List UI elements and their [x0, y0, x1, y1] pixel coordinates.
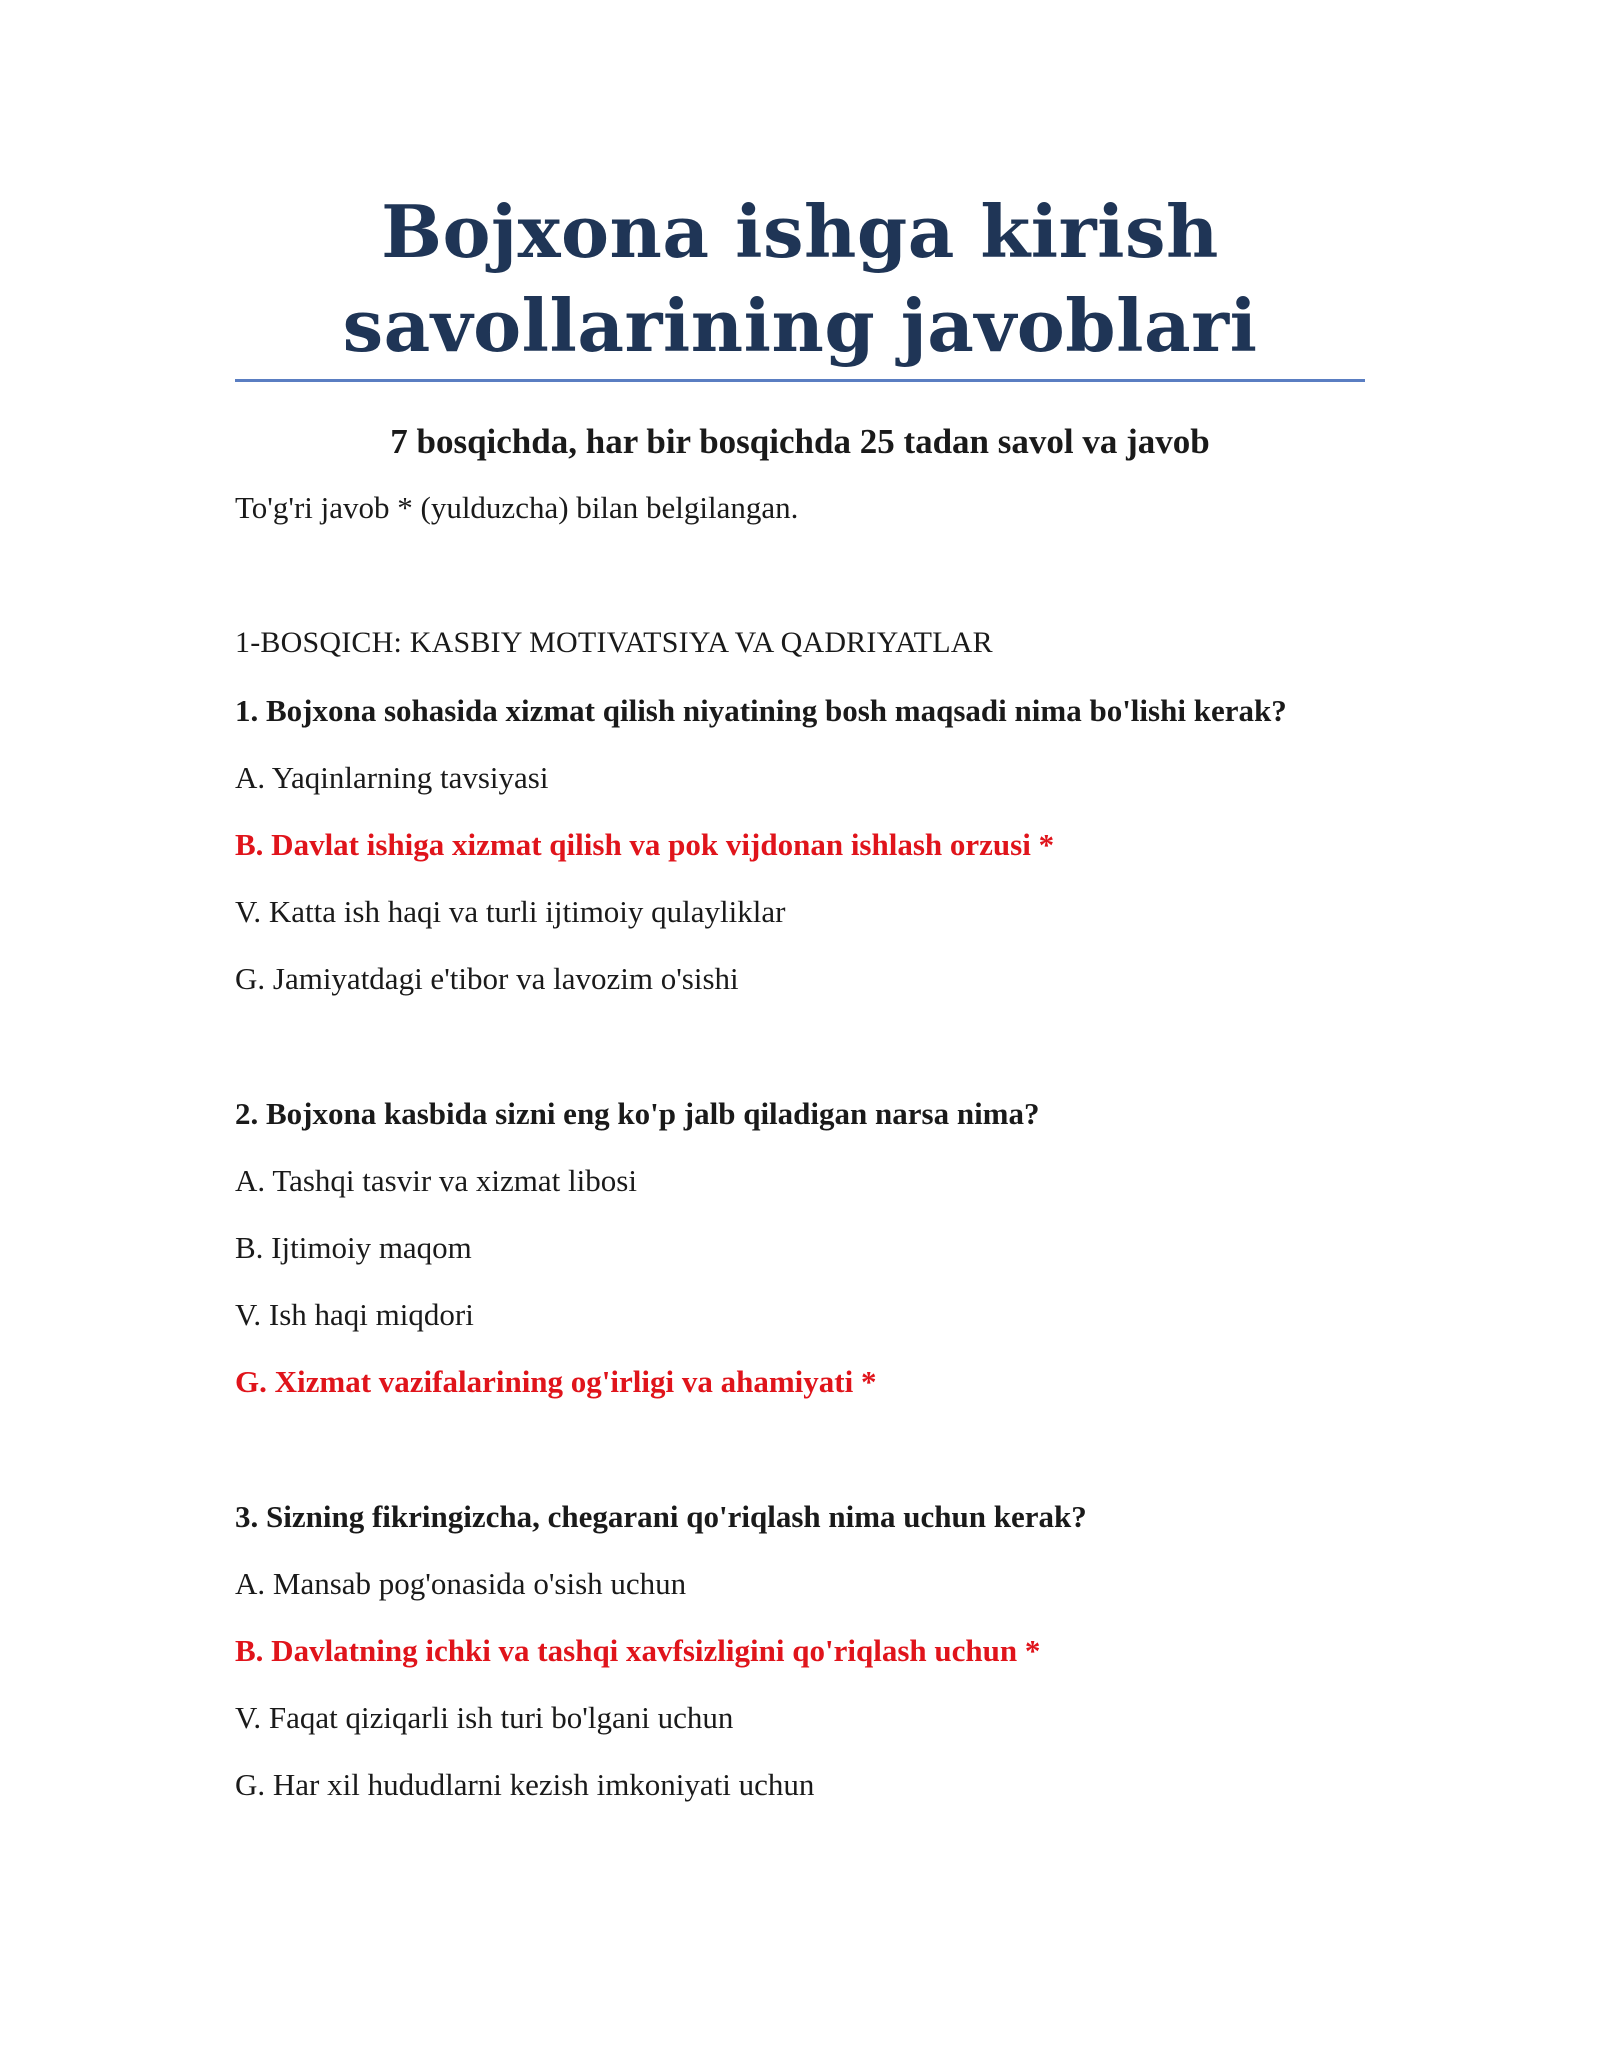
answer-option-correct: G. Xizmat vazifalarining og'irligi va ahamiyati *	[235, 1364, 877, 1399]
answer-option: G. Jamiyatdagi e'tibor va lavozim o'sishi	[235, 961, 739, 996]
answer-option: B. Ijtimoiy maqom	[235, 1230, 472, 1265]
section-heading: 1-BOSQICH: KASBIY MOTIVATSIYA VA QADRIYATLAR	[235, 626, 993, 659]
question-block-1	[235, 691, 1365, 999]
document-content	[235, 185, 1365, 1805]
answer-option-correct: B. Davlat ishiga xizmat qilish va pok vijdonan ishlash orzusi *	[235, 827, 1055, 862]
answer-option: V. Ish haqi miqdori	[235, 1297, 474, 1332]
answer-option: A. Yaqinlarning tavsiyasi	[235, 760, 549, 795]
question-text: 3. Sizning fikringizcha, chegarani qo'riqlash nima uchun kerak?	[235, 1499, 1087, 1534]
question-block-3	[235, 1497, 1365, 1805]
answer-option-correct: B. Davlatning ichki va tashqi xavfsizligini qo'riqlash uchun *	[235, 1633, 1041, 1668]
question-text: 2. Bojxona kasbida sizni eng ko'p jalb qiladigan narsa nima?	[235, 1096, 1040, 1131]
title-line-1: Bojxona ishga kirish	[381, 189, 1219, 274]
answer-option: V. Faqat qiziqarli ish turi bo'lgani uchun	[235, 1700, 734, 1735]
document-title	[235, 185, 1365, 373]
answer-option: A. Mansab pog'onasida o'sish uchun	[235, 1566, 687, 1601]
answer-option: V. Katta ish haqi va turli ijtimoiy qulayliklar	[235, 894, 786, 929]
title-divider	[235, 379, 1365, 382]
answer-option: G. Har xil hududlarni kezish imkoniyati uchun	[235, 1767, 815, 1802]
document-subtitle: 7 bosqichda, har bir bosqichda 25 tadan savol va javob	[390, 422, 1210, 461]
answer-option: A. Tashqi tasvir va xizmat libosi	[235, 1163, 637, 1198]
question-block-2	[235, 1094, 1365, 1402]
question-text: 1. Bojxona sohasida xizmat qilish niyatining bosh maqsadi nima bo'lishi kerak?	[235, 693, 1287, 728]
answer-key-note: To'g'ri javob * (yulduzcha) bilan belgilangan.	[235, 490, 799, 525]
title-line-2: savollarining javoblari	[342, 283, 1258, 368]
